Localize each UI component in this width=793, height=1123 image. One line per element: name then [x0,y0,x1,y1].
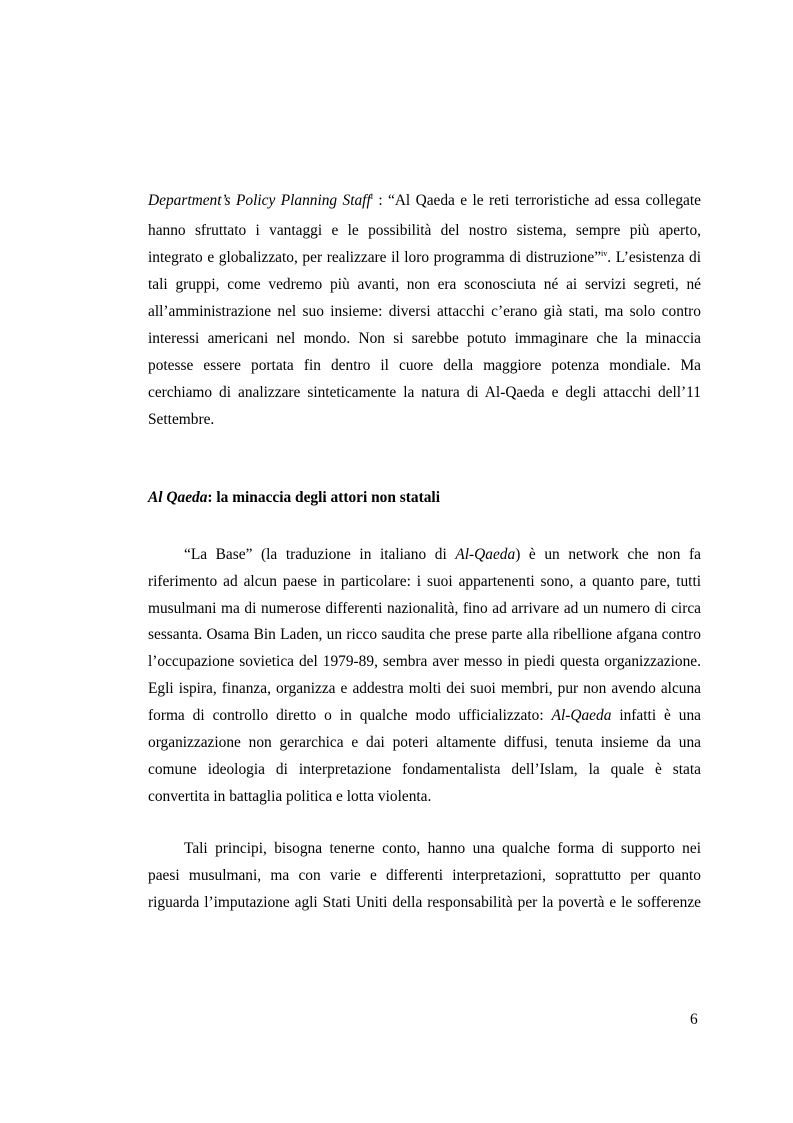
paragraph-1-line-7: potesse essere portata fin dentro il cuore della maggiore potenza mondiale. Ma [148,357,701,374]
footnote-marker: iv [601,249,608,258]
paragraph-1-line-3: integrato e globalizzato, per realizzare il loro programma di distruzione”$^{iv}$. L’esistenza di [148,249,701,266]
paragraph-3-line-3: riguarda l’imputazione agli Stati Uniti della responsabilità per la povertà e le sofferenze [148,894,701,911]
paragraph-2-line-6: Egli ispira, finanza, organizza e addestra molti dei suoi membri, pur non avendo alcuna [148,680,701,697]
paragraph-2-line-5: l’occupazione sovietica del 1979-89, sembra aver messo in piedi questa organizzazione. [148,653,701,670]
paragraph-2-line-7: forma di controllo diretto o in qualche modo ufficializzato: Al-Qaeda infatti è una [148,707,701,724]
footnote-marker: i [370,192,373,201]
paragraph-2-line-10: convertita in battaglia politica e lotta violenta. [148,788,432,805]
paragraph-2-line-4: sessanta. Osama Bin Laden, un ricco saudita che prese parte alla ribellione afgana contro [148,626,701,643]
paragraph-1-line-4: tali gruppi, come vedremo più avanti, non era sconosciuta né ai servizi segreti, né [148,276,701,293]
page-number: 6 [690,1011,698,1028]
paragraph-1-line-9: Settembre. [148,411,215,428]
section-heading: Al Qaeda: la minaccia degli attori non statali [148,489,440,506]
paragraph-1-line-1: Department’s Policy Planning Staff$^i$ : “Al Qaeda e le reti terroristiche ad essa collegate [148,192,701,209]
paragraph-1-line-2: hanno sfruttato i vantaggi e le possibilità del nostro sistema, sempre più aperto, [148,222,701,239]
paragraph-1-line-6: interessi americani nel mondo. Non si sarebbe potuto immaginare che la minaccia [148,330,701,347]
paragraph-2-line-2: riferimento ad alcun paese in particolare: i suoi appartenenti sono, a quanto pare, tutti [148,573,701,590]
paragraph-3-line-1: Tali principi, bisogna tenerne conto, hanno una qualche forma di supporto nei [184,840,701,857]
paragraph-1-line-8: cerchiamo di analizzare sinteticamente la natura di Al-Qaeda e degli attacchi dell’11 [148,384,701,401]
paragraph-2-line-3: musulmani ma di numerose differenti nazionalità, fino ad arrivare ad un numero di circa [148,600,701,617]
paragraph-3-line-2: paesi musulmani, ma con varie e differenti interpretazioni, soprattutto per quanto [148,867,701,884]
paragraph-2-line-9: comune ideologia di interpretazione fondamentalista dell’Islam, la quale è stata [148,761,701,778]
paragraph-2-line-1: “La Base” (la traduzione in italiano di Al-Qaeda) è un network che non fa [184,546,702,563]
paragraph-2-line-8: organizzazione non gerarchica e dai poteri altamente diffusi, tenuta insieme da una [148,734,701,751]
paragraph-1-line-5: all’amministrazione nel suo insieme: diversi attacchi c’erano già stati, ma solo contro [148,303,701,320]
